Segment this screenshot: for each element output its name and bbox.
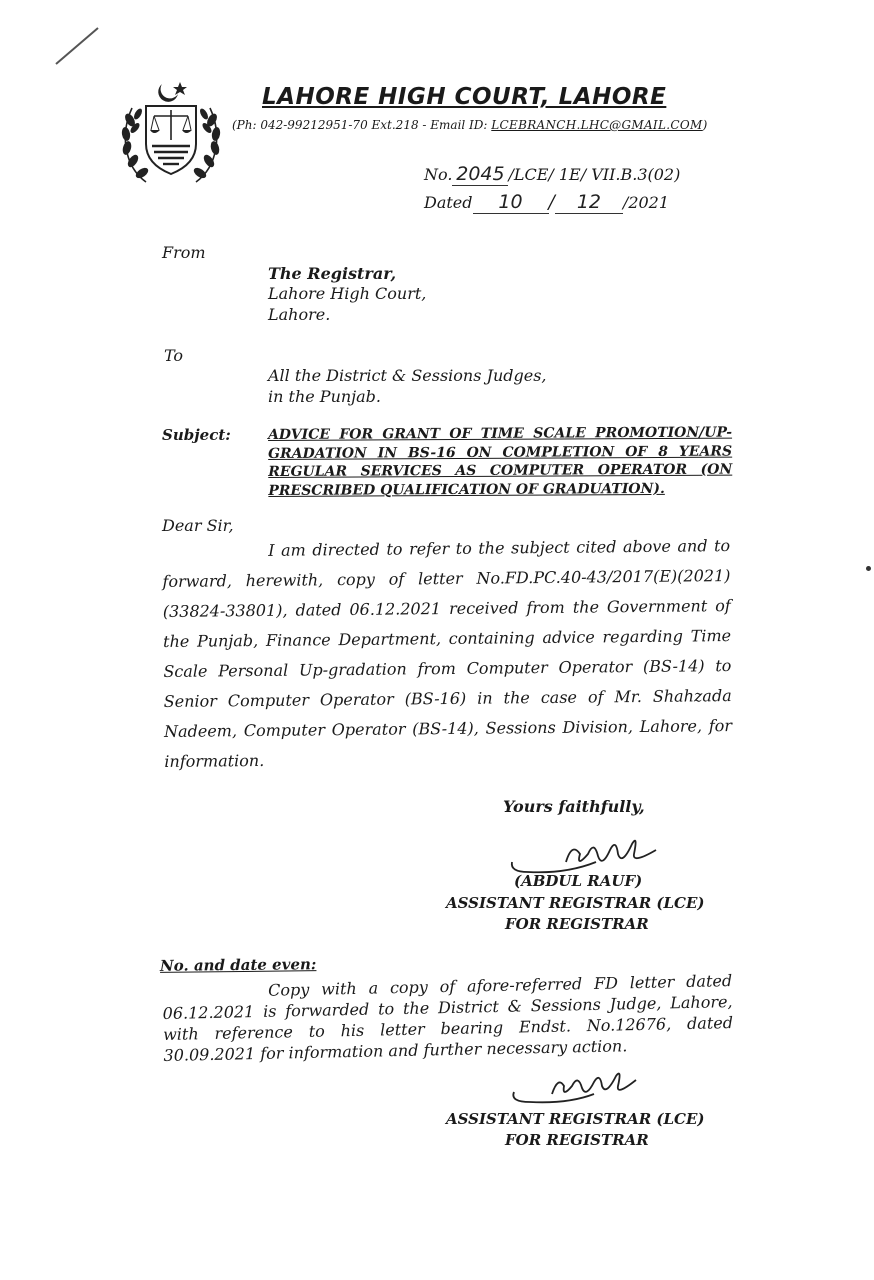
reference-date: Dated 10 / 12 /2021: [424, 191, 670, 213]
yours-faithfully: Yours faithfully,: [503, 797, 645, 816]
signatory-designation: ASSISTANT REGISTRAR (LCE): [446, 894, 705, 912]
contact-phone: (Ph: 042-99212951-70 Ext.218 - Email ID:: [232, 118, 492, 132]
endorsement-designation: ASSISTANT REGISTRAR (LCE): [446, 1110, 705, 1128]
contact-line: [232, 118, 707, 132]
scan-dot: [866, 566, 871, 571]
court-emblem-icon: [116, 78, 226, 190]
endorsement-for-registrar: FOR REGISTRAR: [505, 1131, 649, 1149]
endorsement-paragraph: Copy with a copy of afore-referred FD letter dated 06.12.2021 is forwarded to the District & Sessions Judge, Lahore, with reference to his letter bearing Endst. No.12676, dated 30.09.2021 for information and further necessary action.: [162, 971, 734, 1065]
to-label: To: [164, 346, 184, 365]
to-line2: in the Punjab.: [268, 387, 381, 406]
scan-mark: [52, 24, 102, 68]
signature-2: [508, 1066, 648, 1110]
dated-day: 10: [473, 191, 549, 214]
subject-label: Subject:: [162, 426, 231, 444]
to-line1: All the District & Sessions Judges,: [268, 366, 547, 385]
dated-month: 12: [555, 191, 623, 214]
signatory-name: (ABDUL RAUF): [514, 872, 643, 890]
dated-label: Dated: [424, 193, 473, 212]
from-line1: Lahore High Court,: [268, 284, 427, 303]
contact-close: ): [702, 118, 708, 132]
dated-year: /2021: [622, 193, 670, 212]
no-handwritten: 2045: [452, 163, 508, 186]
from-line2: Lahore.: [268, 305, 331, 324]
no-label: No.: [424, 165, 453, 184]
salutation: Dear Sir,: [162, 516, 234, 535]
subject-text: ADVICE FOR GRANT OF TIME SCALE PROMOTION/UP-GRADATION IN BS-16 ON COMPLETION OF 8 YEARS REGULAR SERVICES AS COMPUTER OPERATOR (ON PRESCRIBED QUALIFICATION OF GRADUATION).: [268, 424, 733, 499]
endorsement-heading: No. and date even:: [159, 955, 317, 975]
contact-email: LCEBRANCH.LHC@GMAIL.COM: [491, 118, 703, 132]
for-registrar: FOR REGISTRAR: [505, 915, 649, 933]
body-paragraph: I am directed to refer to the subject cited above and to forward, herewith, copy of letter No.FD.PC.40-43/2017(E)(2021) (33824-33801), dated 06.12.2021 received from the Government of the Punjab, Finance Department, containing advice regarding Time Scale Personal Up-gradation from Computer Operator (BS-14) to Senior Computer Operator (BS-16) in the case of Mr. Shahzada Nadeem, Computer Operator (BS-14), Sessions Division, Lahore, for information.: [162, 536, 733, 771]
no-suffix: /LCE/ 1E/ VII.B.3(02): [508, 165, 681, 184]
court-title: LAHORE HIGH COURT, LAHORE: [262, 84, 667, 110]
from-title: The Registrar,: [268, 264, 397, 283]
reference-number: [424, 163, 680, 186]
from-label: From: [162, 243, 206, 262]
